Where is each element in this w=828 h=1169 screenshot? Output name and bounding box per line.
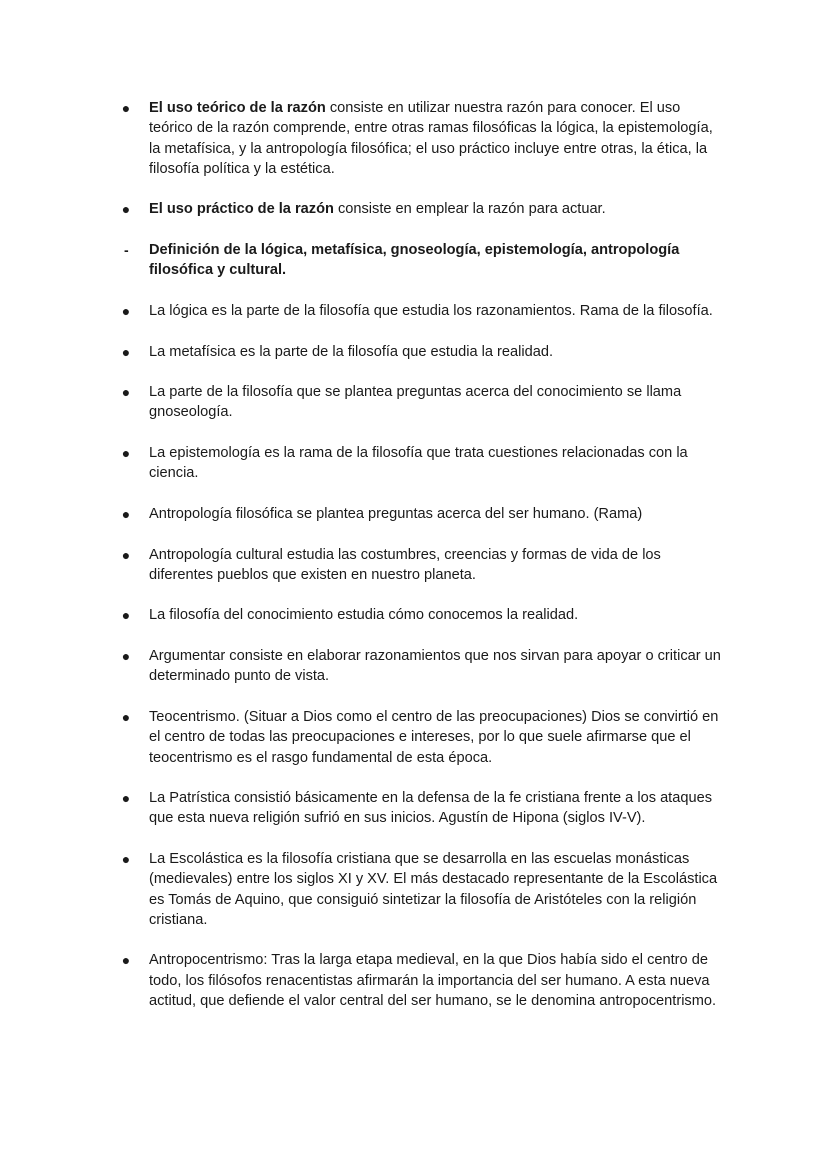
bullet-icon: ● — [121, 708, 131, 725]
bullet-icon: ● — [121, 850, 131, 867]
list-item — [118, 98, 728, 179]
list-item — [118, 950, 728, 1011]
list-item — [118, 605, 728, 625]
list-item — [118, 504, 728, 524]
bullet-icon: ● — [121, 607, 131, 624]
item-text: Antropocentrismo: Tras la larga etapa medieval, en la que Dios había sido el centro de todo, los filósofos renacentistas afirmarán la importancia del ser humano. A esta nueva actitud, que defiende el valor central del ser humano, se le denomina antropocentrismo. — [149, 952, 717, 1010]
bullet-icon: ● — [121, 384, 131, 401]
bullet-icon: ● — [121, 952, 131, 969]
notes-list — [118, 98, 728, 1032]
list-item — [118, 240, 728, 281]
list-item — [118, 342, 728, 362]
dash-icon: - — [124, 242, 129, 259]
item-text: La parte de la filosofía que se plantea preguntas acerca del conocimiento se llama gnoseología. — [149, 384, 682, 421]
item-text: La Escolástica es la filosofía cristiana que se desarrolla en las escuelas monásticas (medievales) entre los siglos XI y XV. El más destacado representante de la Escolástica es Tomás de Aquino, que consiguió sintetizar la filosofía de Aristóteles con la religión cristiana. — [149, 850, 718, 928]
item-text: La Patrística consistió básicamente en la defensa de la fe cristiana frente a los ataques que esta nueva religión sufrió en sus inicios. Agustín de Hipona (siglos IV-V). — [149, 790, 712, 827]
list-item — [118, 788, 728, 829]
bullet-icon: ● — [121, 546, 131, 563]
bullet-icon: ● — [121, 201, 131, 218]
item-text: La metafísica es la parte de la filosofía que estudia la realidad. — [149, 343, 554, 360]
list-item — [118, 545, 728, 586]
list-item — [118, 849, 728, 930]
bullet-icon: ● — [121, 505, 131, 522]
list-item — [118, 199, 728, 219]
item-text: La lógica es la parte de la filosofía que estudia los razonamientos. Rama de la filosofía. — [149, 302, 713, 319]
list-item — [118, 707, 728, 768]
list-item — [118, 443, 728, 484]
list-item — [118, 382, 728, 423]
bullet-icon: ● — [121, 100, 131, 116]
item-bold-text: El uso teórico de la razón — [149, 100, 326, 116]
item-text: consiste en utilizar nuestra razón para conocer. El uso teórico de la razón comprende, entre otras ramas filosóficas la lógica, la epistemología, la metafísica, y la antropología filosófica; el uso práctico incluye entre otras, la ética, la filosofía política y la estética. — [149, 100, 713, 177]
item-text: Argumentar consiste en elaborar razonamientos que nos sirvan para apoyar o criticar un determinado punto de vista. — [149, 648, 721, 685]
item-text: La epistemología es la rama de la filosofía que trata cuestiones relacionadas con la ciencia. — [149, 445, 688, 482]
list-item — [118, 301, 728, 321]
bullet-icon: ● — [121, 445, 131, 462]
item-text: Teocentrismo. (Situar a Dios como el centro de las preocupaciones) Dios se convirtió en el centro de todas las preocupaciones e intereses, por lo que suele afirmarse que el teocentrismo es el rasgo fundamental de esta época. — [149, 708, 719, 766]
bullet-icon: ● — [121, 343, 131, 360]
item-text: Antropología cultural estudia las costumbres, creencias y formas de vida de los diferentes pueblos que existen en nuestro planeta. — [149, 546, 661, 583]
item-bold-text: El uso práctico de la razón — [149, 201, 334, 218]
item-text: La filosofía del conocimiento estudia cómo conocemos la realidad. — [149, 607, 579, 624]
bullet-icon: ● — [121, 790, 131, 807]
bullet-icon: ● — [121, 648, 131, 665]
item-text: consiste en emplear la razón para actuar. — [333, 201, 606, 218]
bullet-icon: ● — [121, 302, 131, 319]
item-text: Antropología filosófica se plantea preguntas acerca del ser humano. (Rama) — [149, 505, 643, 522]
list-item — [118, 646, 728, 687]
section-heading: Definición de la lógica, metafísica, gnoseología, epistemología, antropología filosófica y cultural. — [149, 242, 680, 279]
